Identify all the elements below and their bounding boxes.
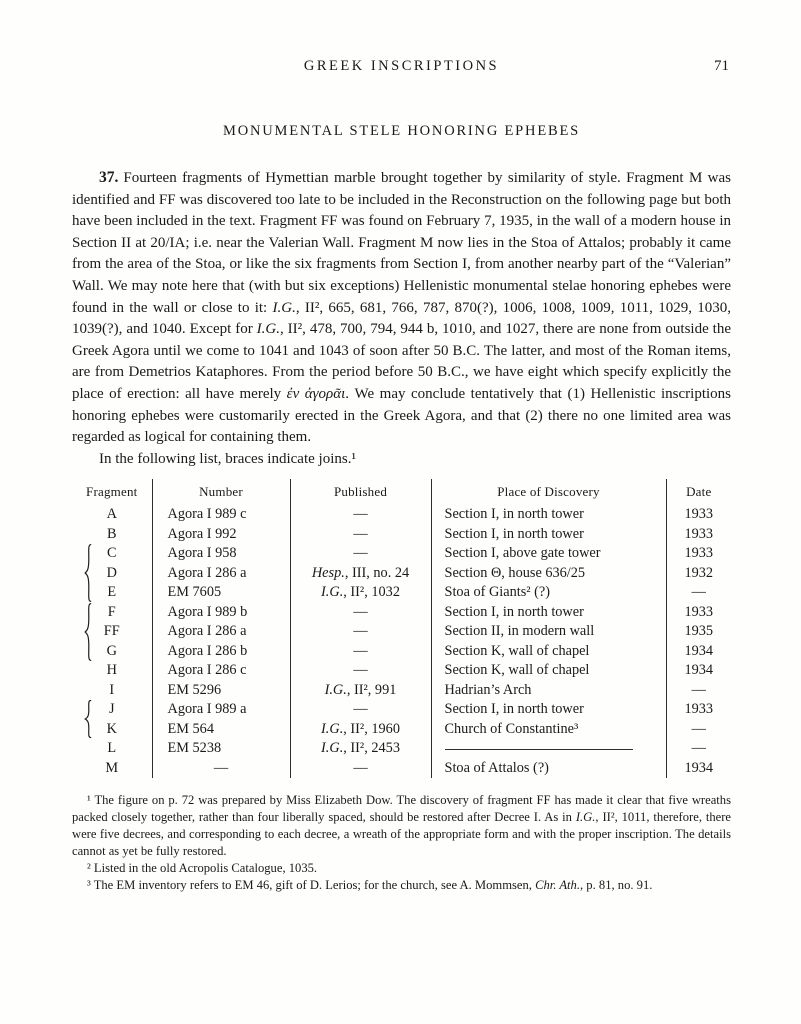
date-cell: 1933 bbox=[666, 505, 731, 525]
footnote-1: ¹ The figure on p. 72 was prepared by Miss Elizabeth Dow. The discovery of fragment FF has made it clear that five wreaths packed closely together, rather than four liberally spaced, should be restored after Decree I. As in I.G., II², 1011, therefore, there were five decrees, and corresponding to each decree, a wreath of the appropriate form and with the proper inscription. The details cannot as yet be fully restored. bbox=[72, 793, 732, 859]
published-cell: — bbox=[290, 544, 431, 564]
fragment-label: J bbox=[108, 701, 115, 718]
date-cell: 1935 bbox=[666, 622, 731, 642]
published-cell: — bbox=[290, 700, 431, 720]
table-row bbox=[72, 622, 731, 642]
table-row bbox=[72, 525, 731, 545]
date-cell: 1934 bbox=[666, 642, 731, 662]
place-cell: Section Θ, house 636/25 bbox=[431, 564, 666, 584]
table-row bbox=[72, 564, 731, 584]
col-header-place: Place of Discovery bbox=[431, 479, 666, 505]
table-row bbox=[72, 700, 731, 720]
date-cell: 1932 bbox=[666, 564, 731, 584]
date-cell: 1934 bbox=[666, 759, 731, 779]
number-cell: Agora I 958 bbox=[152, 544, 290, 564]
list-intro: In the following list, braces indicate joins.¹ bbox=[99, 450, 356, 467]
table-row bbox=[72, 681, 731, 701]
date-cell: — bbox=[666, 583, 731, 603]
running-head bbox=[72, 56, 731, 76]
section-title: MONUMENTAL STELE HONORING EPHEBES bbox=[223, 123, 580, 139]
place-cell: Section I, in north tower bbox=[431, 505, 666, 525]
published-cell: I.G., II², 991 bbox=[290, 681, 431, 701]
published-cell: — bbox=[290, 603, 431, 623]
col-header-published: Published bbox=[290, 479, 431, 505]
col-header-number: Number bbox=[152, 479, 290, 505]
fragment-cell bbox=[72, 603, 152, 623]
published-cell: I.G., II², 1960 bbox=[290, 720, 431, 740]
table-row bbox=[72, 661, 731, 681]
fragment-cell bbox=[72, 700, 152, 720]
date-cell: 1933 bbox=[666, 525, 731, 545]
place-cell: Section K, wall of chapel bbox=[431, 661, 666, 681]
place-cell: Section I, in north tower bbox=[431, 603, 666, 623]
fragment-label: C bbox=[106, 545, 117, 562]
fragment-cell: H bbox=[106, 662, 117, 679]
fragment-cell bbox=[72, 544, 152, 564]
fragment-cell: L bbox=[107, 740, 117, 757]
place-cell: Section I, in north tower bbox=[431, 525, 666, 545]
table-row bbox=[72, 505, 731, 525]
place-cell bbox=[431, 739, 666, 759]
number-cell: EM 7605 bbox=[152, 583, 290, 603]
table-row bbox=[72, 642, 731, 662]
number-cell: Agora I 989 b bbox=[152, 603, 290, 623]
fragment-cell: E bbox=[107, 584, 117, 601]
date-cell: 1933 bbox=[666, 700, 731, 720]
published-cell: I.G., II², 1032 bbox=[290, 583, 431, 603]
item-number: 37. bbox=[99, 169, 119, 186]
place-cell: Section II, in modern wall bbox=[431, 622, 666, 642]
fragment-cell: G bbox=[106, 642, 117, 659]
published-cell: — bbox=[290, 622, 431, 642]
number-cell: — bbox=[152, 759, 290, 779]
paragraph-text: Fourteen fragments of Hymettian marble brought together by similarity of style. Fragment M was identified and FF was discovered too late to be included in the Reconstruction on the following page but both have been included in the text. Fragment FF was found on February 7, 1935, in the wall of a modern house in Section II at 20/IA; i.e. near the Valerian Wall. Fragment M now lies in the Stoa of Attalos; probably it came from the area of the Stoa, or like the six fragments from Section I, from another nearby part of the “Valerian” Wall. We may note here that (with but six exceptions) Hellenistic monumental stelae honoring ephebes were found in the wall or close to it: I.G., II², 665, 681, 766, 787, 870(?), 1006, 1008, 1009, 1011, 1029, 1030, 1039(?), and 1040. Except for I.G., II², 478, 700, 794, 944 b, 1010, and 1027, there are none from outside the Greek Agora until we come to 1041 and 1043 of soon after 50 B.C. The latter, and most of the Roman items, are from Demetrios Kataphores. From the period before 50 B.C., we have eight which specify explicitly the place of erection: all have merely ἐν ἀγορᾶι. We may conclude tentatively that (1) Hellenistic inscriptions honoring ephebes were customarily erected in the Greek Agora, and that (2) there no one limited area was regarded as logical for containing them. bbox=[72, 170, 731, 446]
table-row bbox=[72, 720, 731, 740]
place-cell: Section I, in north tower bbox=[431, 700, 666, 720]
table-row bbox=[72, 583, 731, 603]
running-head-title: GREEK INSCRIPTIONS bbox=[303, 58, 500, 74]
place-cell: Hadrian’s Arch bbox=[431, 681, 666, 701]
place-cell: Church of Constantine³ bbox=[431, 720, 666, 740]
published-cell: — bbox=[290, 525, 431, 545]
paragraph-37 bbox=[72, 167, 731, 449]
table-row bbox=[72, 544, 731, 564]
number-cell: Agora I 286 b bbox=[152, 642, 290, 662]
fragment-cell: M bbox=[105, 759, 119, 776]
footnotes bbox=[72, 792, 731, 894]
footnote-2: ² Listed in the old Acropolis Catalogue, 1035. bbox=[87, 861, 318, 876]
published-cell: — bbox=[290, 661, 431, 681]
table-row bbox=[72, 603, 731, 623]
number-cell: Agora I 989 a bbox=[152, 700, 290, 720]
number-cell: Agora I 286 a bbox=[152, 622, 290, 642]
date-cell: — bbox=[666, 739, 731, 759]
date-cell: — bbox=[666, 681, 731, 701]
fragment-cell: A bbox=[106, 506, 117, 523]
date-cell: 1933 bbox=[666, 603, 731, 623]
fragment-table bbox=[72, 479, 731, 778]
published-cell: — bbox=[290, 505, 431, 525]
place-cell: Section I, above gate tower bbox=[431, 544, 666, 564]
number-cell: EM 564 bbox=[152, 720, 290, 740]
footnote-3: ³ The EM inventory refers to EM 46, gift of D. Lerios; for the church, see A. Mommsen, Chr. Ath., p. 81, no. 91. bbox=[87, 878, 653, 893]
date-cell: 1934 bbox=[666, 661, 731, 681]
date-cell: — bbox=[666, 720, 731, 740]
number-cell: Agora I 286 c bbox=[152, 661, 290, 681]
page-number: 71 bbox=[714, 58, 729, 74]
fragment-cell: B bbox=[106, 525, 117, 542]
col-header-fragment: Fragment bbox=[86, 484, 138, 500]
col-header-date: Date bbox=[666, 479, 731, 505]
fragment-label: F bbox=[107, 603, 116, 620]
published-cell: Hesp., III, no. 24 bbox=[290, 564, 431, 584]
table-row bbox=[72, 739, 731, 759]
fragment-cell: K bbox=[106, 720, 117, 737]
place-cell: Stoa of Giants² (?) bbox=[431, 583, 666, 603]
page-content bbox=[72, 56, 731, 894]
blank-place-rule bbox=[445, 749, 633, 750]
place-cell: Section K, wall of chapel bbox=[431, 642, 666, 662]
published-cell: — bbox=[290, 759, 431, 779]
date-cell: 1933 bbox=[666, 544, 731, 564]
published-cell: — bbox=[290, 642, 431, 662]
published-cell: I.G., II², 2453 bbox=[290, 739, 431, 759]
number-cell: EM 5238 bbox=[152, 739, 290, 759]
number-cell: Agora I 992 bbox=[152, 525, 290, 545]
fragment-cell: D bbox=[106, 564, 117, 581]
fragment-cell: FF bbox=[103, 623, 120, 640]
fragment-cell: I bbox=[109, 681, 115, 698]
number-cell: Agora I 286 a bbox=[152, 564, 290, 584]
number-cell: EM 5296 bbox=[152, 681, 290, 701]
place-cell: Stoa of Attalos (?) bbox=[431, 759, 666, 779]
table-row bbox=[72, 759, 731, 779]
table-header-row bbox=[72, 479, 731, 505]
number-cell: Agora I 989 c bbox=[152, 505, 290, 525]
